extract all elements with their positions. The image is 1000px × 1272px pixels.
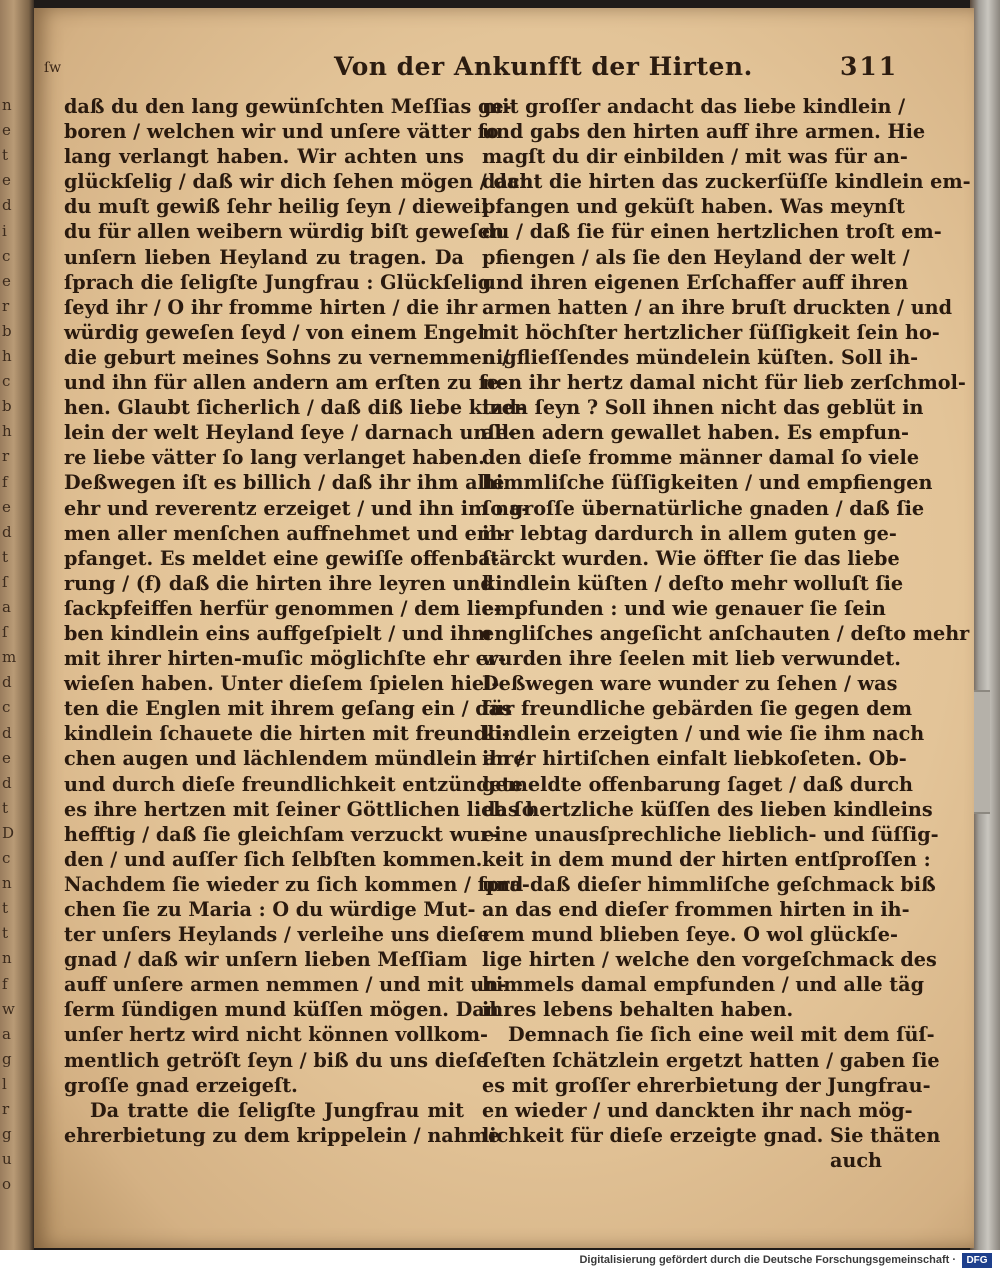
- text-line: glückſelig / daß wir dich ſehen mögen / dan: [64, 170, 534, 194]
- text-line: himmels damal empfunden / und alle täg: [482, 973, 925, 997]
- text-line: Da tratte die ſeligſte Jungfrau mit: [90, 1098, 464, 1122]
- text-line: re liebe vätter ſo lang verlanget haben.: [64, 446, 485, 470]
- facing-page-fragment: b: [2, 397, 12, 416]
- facing-page-fragment: c: [2, 372, 11, 391]
- text-line: magſt du dir einbilden / mit was für an-: [482, 145, 908, 169]
- text-line: nen ihr hertz damal nicht für lieb zerſchmol-: [482, 371, 966, 395]
- text-line: engliſches angeſicht anſchauten / deſto mehr: [482, 621, 970, 645]
- text-line: rung / (f) daß die hirten ihre leyren und: [64, 571, 494, 595]
- page-number: 311: [840, 52, 899, 81]
- text-line: dacht die hirten das zuckerſüſſe kindlein em-: [482, 170, 971, 194]
- facing-page-fragment: t: [2, 899, 9, 918]
- text-line: keit in dem mund der hirten entſproſſen :: [482, 847, 931, 871]
- text-line: ben kindlein eins auffgeſpielt / und ihm: [64, 621, 492, 645]
- text-line: und gabs den hirten auff ihre armen. Hie: [482, 120, 926, 144]
- text-line: du / daß ſie für einen hertzlichen troſt em-: [482, 220, 942, 244]
- text-line: nigflieſſendes mündelein küſten. Soll ih-: [482, 345, 919, 369]
- text-line: du für allen weibern würdig biſt geweſen: [64, 220, 504, 244]
- text-line: wieſen haben. Unter dieſem ſpielen hiel-: [64, 672, 500, 696]
- text-line: und ihn für allen andern am erſten zu ſe-: [64, 371, 508, 395]
- text-line: empfunden : und wie genauer ſie ſein: [482, 596, 886, 620]
- text-line: allen adern gewallet haben. Es empfun-: [482, 421, 910, 445]
- facing-page-fragment: d: [2, 723, 12, 742]
- facing-page-fragment: t: [2, 798, 9, 817]
- text-line: mit ihrer hirten-muſic möglichſte ehr er-: [64, 647, 506, 671]
- facing-page-fragment: n: [2, 96, 12, 114]
- facing-page-fragment: a: [2, 598, 11, 616]
- facing-page-fragment: d: [2, 522, 12, 541]
- facing-page-fragment: t: [2, 924, 9, 943]
- text-line: men aller menſchen auffnehmet und em-: [64, 521, 506, 545]
- text-line: kindlein ſchauete die hirten mit freundli-: [64, 722, 510, 746]
- text-line: eine unausſprechliche lieblich- und ſüſſig-: [482, 822, 939, 846]
- text-line: ſo groſſe übernatürliche gnaden / daß ſie: [482, 496, 925, 520]
- text-line: hefftig / daß ſie gleichſam verzuckt wur-: [64, 822, 499, 846]
- text-line: ſeſten ſchätzlein ergetzt hatten / gaben ſie: [482, 1048, 940, 1072]
- text-line: daß du den lang gewünſchten Meſſias ge-: [64, 95, 512, 118]
- facing-page-fragment: i: [2, 221, 7, 240]
- book-page: [34, 8, 974, 1248]
- facing-page-fragment: c: [2, 849, 11, 867]
- text-line: Deßwegen ware wunder zu ſehen / was: [482, 672, 898, 696]
- facing-page-fragment: d: [2, 773, 12, 792]
- right-column: [482, 94, 971, 1173]
- facing-page-fragment: c: [2, 698, 11, 717]
- text-line: hen. Glaubt ſicherlich / daß diß liebe kind-: [64, 396, 525, 420]
- facing-page-fragment: a: [2, 1024, 11, 1043]
- text-line: an das end dieſer frommen hirten in ih-: [482, 898, 910, 921]
- text-line: pfangen und geküſt haben. Was meynſt: [482, 195, 905, 219]
- facing-page-fragment: g: [2, 1125, 12, 1144]
- facing-page-fragment: h: [2, 422, 12, 441]
- facing-page-fragment: t: [2, 547, 9, 566]
- facing-page-fragment: ſ: [2, 572, 8, 591]
- text-line: ſtärckt wurden. Wie öffter ſie das liebe: [482, 546, 900, 570]
- text-line: den / und auſſer ſich ſelbſten kommen.: [64, 847, 483, 871]
- text-line: und durch dieſe freundlichkeit entzündete: [64, 772, 523, 796]
- facing-page-fragment: u: [2, 1150, 12, 1169]
- text-line: und ihren eigenen Erſchaffer auff ihren: [482, 270, 909, 294]
- text-line: kindlein erzeigten / und wie ſie ihm nach: [482, 722, 925, 746]
- running-head: Von der Ankunfft der Hirten.: [334, 52, 753, 81]
- text-line: lein der welt Heyland ſeye / darnach unſe-: [64, 421, 516, 445]
- facing-page-fragment: h: [2, 347, 12, 365]
- facing-page-fragment: e: [2, 271, 11, 290]
- text-line: ſeyd ihr / O ihr fromme hirten / die ihr: [64, 295, 478, 319]
- funding-credit: Digitalisierung gefördert durch die Deutsche Forschungsgemeinschaft ·: [579, 1254, 956, 1266]
- text-line: ihrer hirtiſchen einfalt liebkoſeten. Ob-: [482, 747, 907, 771]
- left-column: [64, 94, 535, 1148]
- facing-page-fragment: t: [2, 146, 9, 165]
- text-line: wurden ihre ſeelen mit lieb verwundet.: [482, 647, 901, 671]
- facing-page-fragment: n: [2, 874, 12, 893]
- text-line: es ihre hertzen mit ſeiner Göttlichen lieb ſo: [64, 797, 535, 821]
- text-line: auff unſere armen nemmen / und mit un-: [64, 973, 507, 997]
- facing-page-fragment: e: [2, 497, 11, 516]
- text-line: chen ſie zu Maria : O du würdige Mut-: [64, 898, 476, 921]
- facing-page-fragment: o: [2, 1175, 12, 1194]
- text-line: ſackpfeiffen herfür genommen / dem lie-: [64, 596, 502, 620]
- text-line: ſprach die ſeligſte Jungfrau : Glückſelig: [64, 270, 492, 294]
- text-line: lang verlangt haben. Wir achten uns: [64, 145, 464, 169]
- text-line: Nachdem ſie wieder zu ſich kommen / ſpra-: [64, 872, 530, 896]
- text-line: unſern lieben Heyland zu tragen. Da: [64, 245, 464, 269]
- text-line: das hertzliche küſſen des lieben kindleins: [482, 797, 933, 821]
- facing-page-fragment: b: [2, 321, 12, 340]
- text-line: armen hatten / an ihre bruſt druckten / und: [482, 295, 953, 319]
- text-line: chen augen und lächlendem mündlein an /: [64, 747, 524, 771]
- text-line: rem mund blieben ſeye. O wol glückſe-: [482, 923, 898, 947]
- facing-page-fragment: ſ: [2, 623, 8, 642]
- text-line: ter unſers Heylands / verleihe uns dieſe: [64, 923, 490, 947]
- text-line: boren / welchen wir und unſere vätter ſo: [64, 120, 499, 144]
- text-line: gnad / daß wir unſern lieben Meſſiam: [64, 948, 468, 972]
- facing-page-fragment: e: [2, 171, 11, 190]
- text-line: Deßwegen iſt es billich / daß ihr ihm alle: [64, 471, 505, 495]
- footer-bar: [0, 1250, 1000, 1272]
- text-line: Demnach ſie ſich eine weil mit dem ſüſ-: [508, 1023, 935, 1047]
- book-edge: [970, 0, 1000, 1250]
- text-line: für freundliche gebärden ſie gegen dem: [482, 697, 913, 721]
- facing-page-fragment: D: [2, 823, 15, 842]
- text-line: himmliſche ſüſſigkeiten / und empfiengen: [482, 471, 933, 495]
- facing-page-fragment: r: [2, 1100, 10, 1118]
- facing-page-fragment: l: [2, 1074, 7, 1093]
- facing-page-fragment: g: [2, 1049, 12, 1068]
- text-line: und daß dieſer himmliſche geſchmack biß: [482, 872, 936, 896]
- text-line: lige hirten / welche den vorgeſchmack des: [482, 948, 937, 972]
- facing-page-fragment: f: [2, 472, 8, 491]
- text-line: unſer hertz wird nicht können vollkom-: [64, 1023, 488, 1047]
- text-line: ehrerbietung zu dem krippelein / nahme: [64, 1123, 501, 1147]
- facing-page-fragment: f: [2, 974, 8, 993]
- text-line: mentlich getröſt ſeyn / biß du uns dieſe: [64, 1048, 489, 1072]
- text-line: den dieſe fromme männer damal ſo viele: [482, 446, 920, 470]
- text-line: mit höchſter hertzlicher ſüſſigkeit ſein ho-: [482, 320, 940, 344]
- facing-page-fragment: d: [2, 673, 12, 692]
- facing-page-fragment: c: [2, 246, 11, 265]
- facing-page-fragment: e: [2, 748, 11, 767]
- text-line: en wieder / und danckten ihr nach mög-: [482, 1098, 913, 1122]
- header-mark: ſw: [44, 60, 62, 76]
- text-line: groſſe gnad erzeigeſt.: [64, 1073, 298, 1097]
- facing-page-fragment: w: [2, 999, 15, 1018]
- text-line: tzen ſeyn ? Soll ihnen nicht das geblüt in: [482, 396, 924, 420]
- facing-page-fragment: m: [2, 648, 17, 667]
- facing-page-fragment: r: [2, 296, 10, 315]
- text-line: ihr lebtag dardurch in allem guten ge-: [482, 521, 897, 545]
- text-line: würdig geweſen ſeyd / von einem Engel: [64, 320, 485, 344]
- dfg-logo: DFG: [962, 1253, 992, 1268]
- text-line: lichkeit für dieſe erzeigte gnad. Sie thäten: [482, 1123, 941, 1147]
- text-line: du muſt gewiß ſehr heilig ſeyn / dieweil: [64, 195, 489, 219]
- text-line: ihres lebens behalten haben.: [482, 998, 794, 1022]
- text-line: kindlein küſten / deſto mehr wolluſt ſie: [482, 571, 904, 595]
- facing-page-edge: [0, 0, 34, 1250]
- text-line: die geburt meines Sohns zu vernemmen /: [64, 345, 510, 369]
- text-line: gemeldte offenbarung ſaget / daß durch: [482, 772, 914, 796]
- text-line: ten die Englen mit ihrem geſang ein / das: [64, 697, 512, 721]
- text-line: pfanget. Es meldet eine gewiſſe offenba-: [64, 546, 499, 570]
- facing-page-fragment: r: [2, 447, 10, 466]
- text-line: mit groſſer andacht das liebe kindlein /: [482, 95, 906, 118]
- facing-page-fragment: e: [2, 121, 11, 140]
- text-line: pfiengen / als ſie den Heyland der welt /: [482, 245, 910, 269]
- text-line: ſerm ſündigen mund küſſen mögen. Dan: [64, 998, 499, 1022]
- text-line: ehr und reverentz erzeiget / und ihn im na-: [64, 496, 530, 520]
- text-line: es mit groſſer ehrerbietung der Jungfrau-: [482, 1073, 931, 1097]
- text-line: auch: [829, 1148, 882, 1172]
- facing-page-fragment: d: [2, 196, 12, 215]
- facing-page-fragment: n: [2, 949, 12, 968]
